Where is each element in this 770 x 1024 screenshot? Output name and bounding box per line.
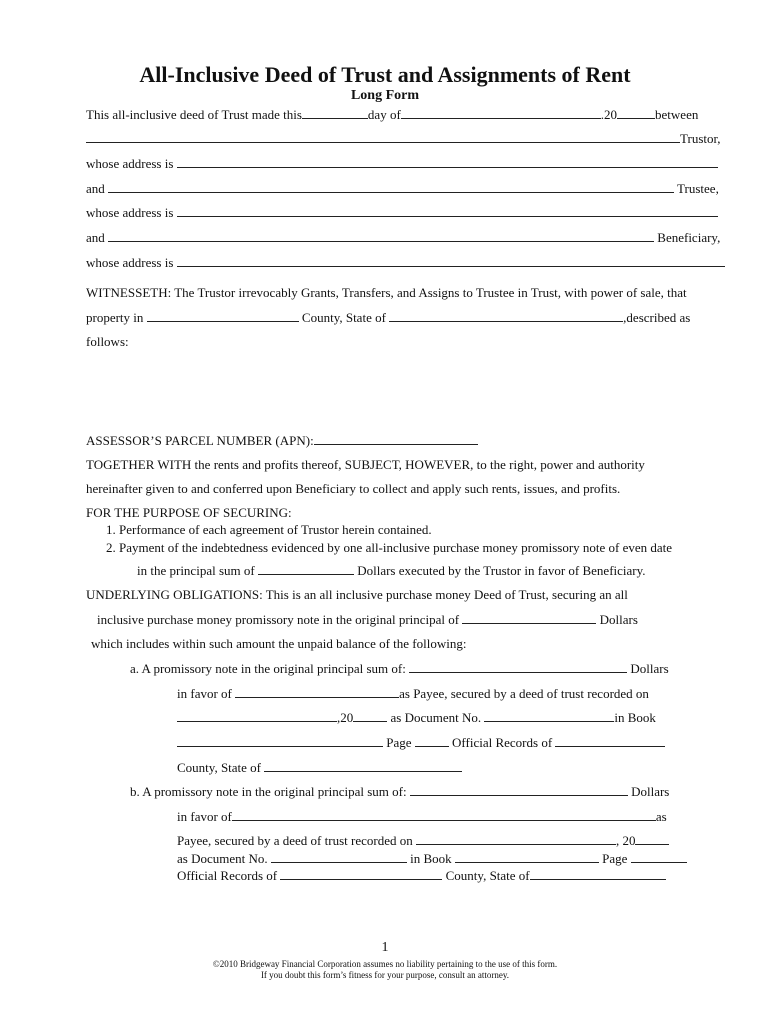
apn-field[interactable] (314, 432, 478, 445)
underlying-text-1: inclusive purchase money promissory note in the original principal of (97, 612, 460, 627)
document-subtitle: Long Form (350, 88, 420, 103)
note-b-line-1 (130, 783, 669, 800)
note-b-book-field[interactable] (455, 850, 599, 863)
note-a-records-label: Official Records of (452, 735, 553, 750)
county-field[interactable] (147, 309, 299, 322)
state-field[interactable] (389, 309, 623, 322)
trustor-address-line (86, 155, 718, 172)
underlying-line-3: which includes within such amount the unpaid balance of the following: (91, 636, 467, 651)
note-a-book-field[interactable] (177, 734, 383, 747)
footer-disclaimer-2: If you doubt this form’s fitness for your purpose, consult an attorney. (260, 970, 510, 980)
follows-label: follows: (86, 334, 129, 349)
note-b-year-label: , 20 (615, 833, 636, 848)
intro-text-2: day of (367, 107, 401, 122)
note-a-principal-field[interactable] (409, 660, 627, 673)
trustor-address-field[interactable] (177, 155, 718, 168)
item-1: 1. Performance of each agreement of Trustor herein contained. (106, 522, 432, 537)
note-b-county-field[interactable] (530, 867, 666, 880)
note-b-county-label: County, State of (445, 868, 530, 883)
beneficiary-name-field[interactable] (108, 229, 654, 242)
intro-text-3: .20 (600, 107, 618, 122)
note-a-page-field[interactable] (415, 734, 449, 747)
trustor-name-field[interactable] (86, 130, 680, 143)
note-a-text-2: Dollars (630, 661, 669, 676)
together-line-2: hereinafter given to and conferred upon Beneficiary to collect and apply such rents, issues, and profits. (86, 481, 621, 496)
item-2-text-1: in the principal sum of (137, 563, 255, 578)
note-b-book-label: in Book (410, 851, 452, 866)
underlying-line-1: UNDERLYING OBLIGATIONS: This is an all inclusive purchase money Deed of Trust, securing an all (86, 587, 628, 602)
intro-line (86, 106, 698, 123)
note-a-county-field[interactable] (264, 759, 462, 772)
note-b-page-label: Page (602, 851, 628, 866)
note-a-line-2 (177, 685, 649, 702)
note-b-line-4 (177, 850, 687, 867)
note-a-payee-text: as Payee, secured by a deed of trust recorded on (399, 686, 649, 701)
note-a-line-5 (177, 759, 462, 776)
note-b-doc-field[interactable] (271, 850, 407, 863)
page-number: 1 (381, 940, 389, 955)
trustee-line (86, 180, 719, 197)
note-b-records-field[interactable] (280, 867, 442, 880)
beneficiary-line (86, 229, 720, 246)
note-b-doc-label: as Document No. (177, 851, 268, 866)
note-a-line-1 (130, 660, 669, 677)
apn-line (86, 432, 478, 449)
note-a-in-favor-label: in favor of (177, 686, 232, 701)
principal-sum-field[interactable] (258, 562, 354, 575)
note-b-recorded-label: Payee, secured by a deed of trust recorded on (177, 833, 413, 848)
note-b-line-3 (177, 832, 669, 849)
item-2-continued (137, 562, 646, 579)
note-a-line-3 (177, 709, 656, 726)
note-a-book-label: in Book (614, 710, 656, 725)
note-b-year-field[interactable] (635, 832, 669, 845)
underlying-text-2: Dollars (599, 612, 638, 627)
note-a-page-label: Page (386, 735, 412, 750)
underlying-line-2 (97, 611, 638, 628)
witnesseth-line: WITNESSETH: The Trustor irrevocably Grants, Transfers, and Assigns to Trustee in Trust, with power of sale, that (86, 285, 687, 300)
original-principal-field[interactable] (462, 611, 596, 624)
note-b-recorded-date-field[interactable] (416, 832, 616, 845)
day-field[interactable] (302, 106, 368, 119)
property-text-3: ,described as (623, 310, 691, 325)
property-text-1: property in (86, 310, 144, 325)
note-b-line-2 (177, 808, 667, 825)
and-label: and (86, 181, 105, 196)
document-title: All-Inclusive Deed of Trust and Assignments of Rent (139, 62, 631, 87)
note-b-in-favor-label: in favor of (177, 809, 232, 824)
property-text-2: County, State of (301, 310, 386, 325)
item-2-text-2: Dollars executed by the Trustor in favor of Beneficiary. (357, 563, 646, 578)
apn-label: ASSESSOR’S PARCEL NUMBER (APN): (86, 433, 314, 448)
note-a-doc-label: as Document No. (390, 710, 482, 725)
note-b-text-2: Dollars (631, 784, 670, 799)
note-a-records-field[interactable] (555, 734, 665, 747)
note-b-line-5 (177, 867, 666, 884)
property-line (86, 309, 690, 326)
note-b-as-label: as (655, 809, 667, 824)
footer-disclaimer-1: ©2010 Bridgeway Financial Corporation assumes no liability pertaining to the use of this form. (212, 959, 558, 969)
note-a-text-1: a. A promissory note in the original principal sum of: (130, 661, 406, 676)
whose-address-label: whose address is (86, 205, 174, 220)
intro-text-4: between (655, 107, 699, 122)
note-b-payee-field[interactable] (232, 808, 656, 821)
note-a-year-label: ,20 (337, 710, 354, 725)
note-a-recorded-date-field[interactable] (177, 709, 337, 722)
note-b-text-1: b. A promissory note in the original principal sum of: (130, 784, 407, 799)
trustee-name-field[interactable] (108, 180, 674, 193)
trustee-label: Trustee, (677, 181, 719, 196)
beneficiary-address-line (86, 254, 725, 271)
and-label: and (86, 230, 105, 245)
beneficiary-address-field[interactable] (177, 254, 725, 267)
together-line-1: TOGETHER WITH the rents and profits thereof, SUBJECT, HOWEVER, to the right, power and authority (86, 457, 645, 472)
note-b-page-field[interactable] (631, 850, 687, 863)
intro-text-1: This all-inclusive deed of Trust made this (86, 107, 302, 122)
whose-address-label: whose address is (86, 156, 174, 171)
note-a-year-field[interactable] (353, 709, 387, 722)
trustor-line (86, 130, 721, 147)
year-field[interactable] (617, 106, 655, 119)
purpose-label: FOR THE PURPOSE OF SECURING: (86, 505, 292, 520)
trustee-address-line (86, 204, 718, 221)
whose-address-label: whose address is (86, 255, 174, 270)
note-a-doc-field[interactable] (484, 709, 614, 722)
note-a-county-label: County, State of (177, 760, 262, 775)
note-a-line-4 (177, 734, 665, 751)
beneficiary-label: Beneficiary, (657, 230, 721, 245)
note-b-records-label: Official Records of (177, 868, 278, 883)
note-a-payee-field[interactable] (235, 685, 399, 698)
trustee-address-field[interactable] (177, 204, 718, 217)
item-2: 2. Payment of the indebtedness evidenced by one all-inclusive purchase money promissory note of even date (106, 540, 673, 555)
trustor-label: Trustor, (680, 131, 721, 146)
note-b-principal-field[interactable] (410, 783, 628, 796)
month-field[interactable] (401, 106, 601, 119)
